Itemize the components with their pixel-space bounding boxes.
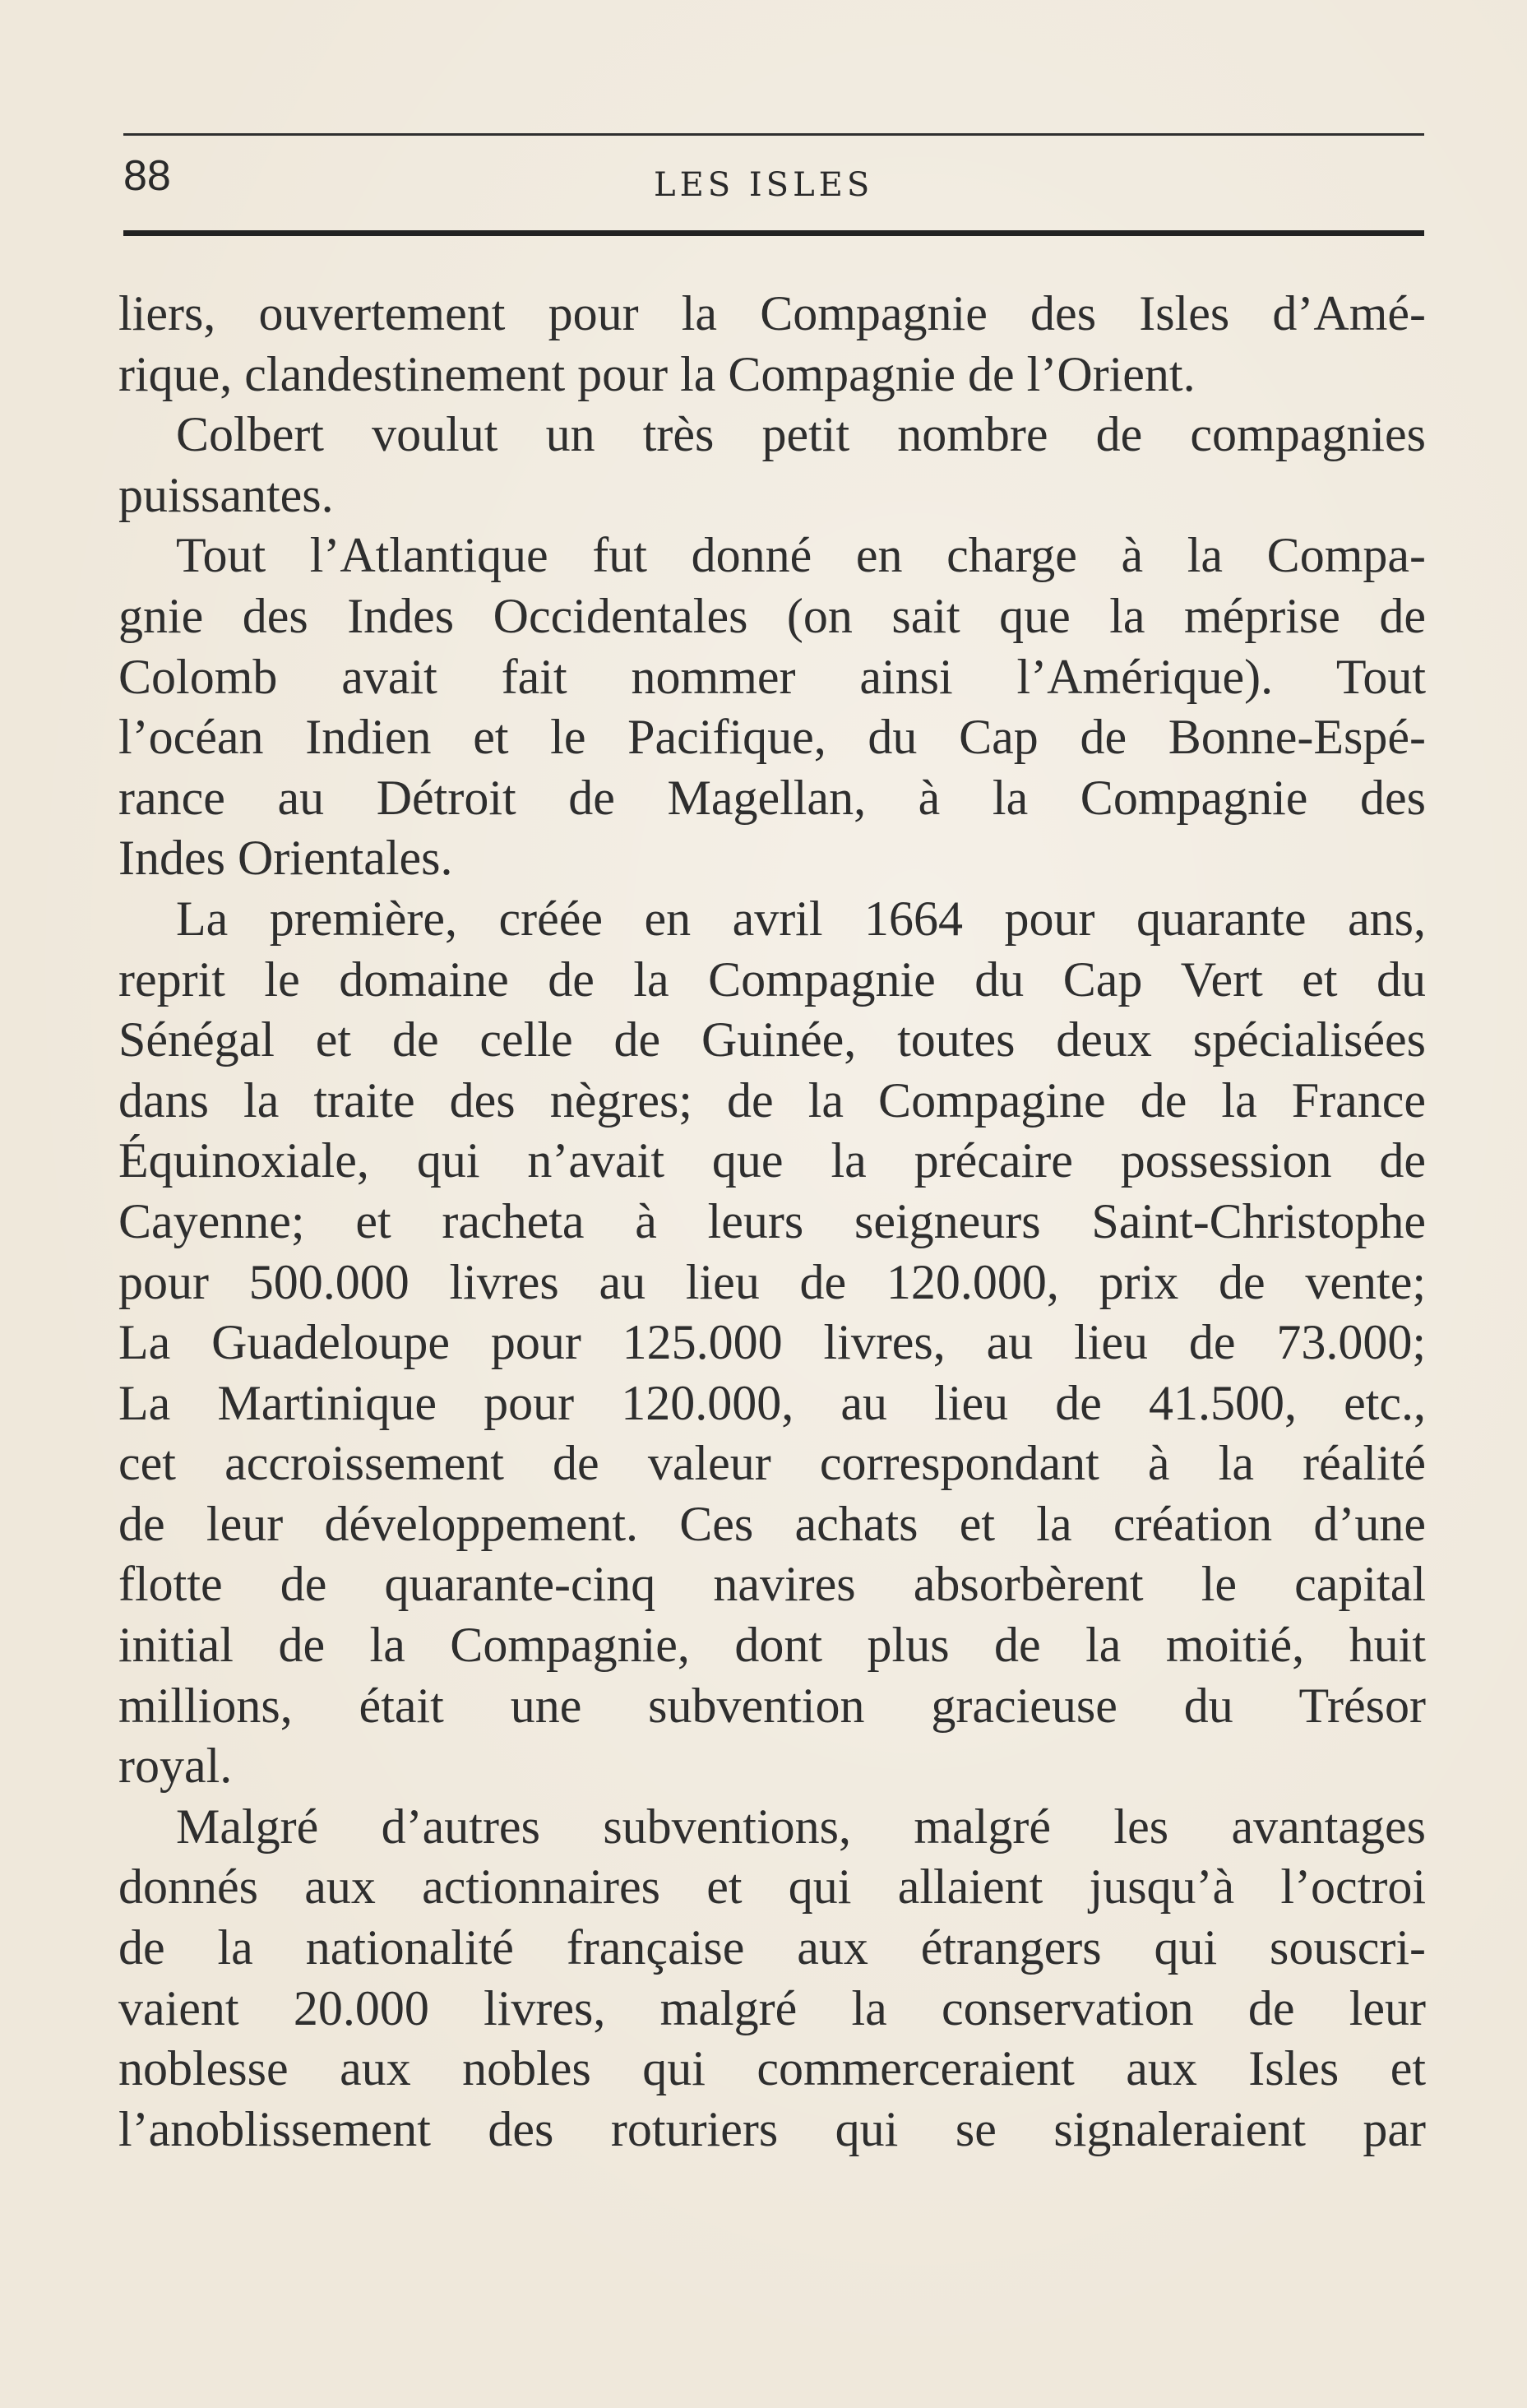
text-line: reprit le domaine de la Compagnie du Cap Vert et du [118, 952, 1426, 1007]
text-line: l’anoblissement des roturiers qui se signaleraient par [118, 2101, 1426, 2156]
text-line: Malgré d’autres subventions, malgré les avantages [176, 1799, 1426, 1854]
text-line: La Martinique pour 120.000, au lieu de 41.500, etc., [118, 1375, 1426, 1430]
page-header [123, 128, 1424, 235]
text-line: rance au Détroit de Magellan, à la Compagnie des [118, 770, 1426, 825]
text-line: de la nationalité française aux étrangers qui souscri- [118, 1920, 1426, 1975]
text-line: l’océan Indien et le Pacifique, du Cap de Bonne-Espé- [118, 710, 1426, 765]
text-line: pour 500.000 livres au lieu de 120.000, prix de vente; [118, 1254, 1426, 1309]
text-line: initial de la Compagnie, dont plus de la moitié, huit [118, 1618, 1426, 1673]
text-line: cet accroissement de valeur correspondant à la réalité [118, 1436, 1426, 1491]
text-line: noblesse aux nobles qui commerceraient aux Isles et [118, 2041, 1426, 2096]
body-text [118, 284, 1426, 2160]
text-line: rique, clandestinement pour la Compagnie de l’Orient. [118, 346, 1196, 401]
text-line: La Guadeloupe pour 125.000 livres, au lieu de 73.000; [118, 1315, 1426, 1370]
text-line: La première, créée en avril 1664 pour quarante ans, [176, 891, 1426, 946]
text-line: donnés aux actionnaires et qui allaient jusqu’à l’octroi [118, 1859, 1426, 1915]
text-line: puissantes. [118, 467, 334, 522]
text-line: royal. [118, 1739, 233, 1794]
text-line: dans la traite des nègres; de la Compagine de la France [118, 1072, 1426, 1128]
text-line: gnie des Indes Occidentales (on sait que la méprise de [118, 588, 1426, 643]
text-line: Tout l’Atlantique fut donné en charge à la Compa- [176, 528, 1426, 583]
text-line: flotte de quarante-cinq navires absorbèrent le capital [118, 1557, 1426, 1612]
text-line: Colbert voulut un très petit nombre de compagnies [176, 407, 1426, 462]
text-line: Colomb avait fait nommer ainsi l’Amérique). Tout [118, 649, 1426, 704]
text-line: liers, ouvertement pour la Compagnie des Isles d’Amé- [118, 286, 1426, 340]
text-line: Sénégal et de celle de Guinée, toutes deux spécialisées [118, 1012, 1426, 1067]
page-number: 88 [123, 152, 171, 200]
text-line: Cayenne; et racheta à leurs seigneurs Saint-Christophe [118, 1193, 1426, 1248]
text-line: Équinoxiale, qui n’avait que la précaire possession de [118, 1133, 1426, 1188]
text-line: de leur développement. Ces achats et la création d’une [118, 1496, 1426, 1551]
header-bottom-rule [123, 230, 1424, 236]
header-top-rule [123, 133, 1424, 136]
text-line: vaient 20.000 livres, malgré la conservation de leur [118, 1980, 1426, 2035]
text-line: Indes Orientales. [118, 831, 453, 886]
running-title: LES ISLES [654, 166, 874, 204]
text-line: millions, était une subvention gracieuse du Trésor [118, 1678, 1426, 1733]
